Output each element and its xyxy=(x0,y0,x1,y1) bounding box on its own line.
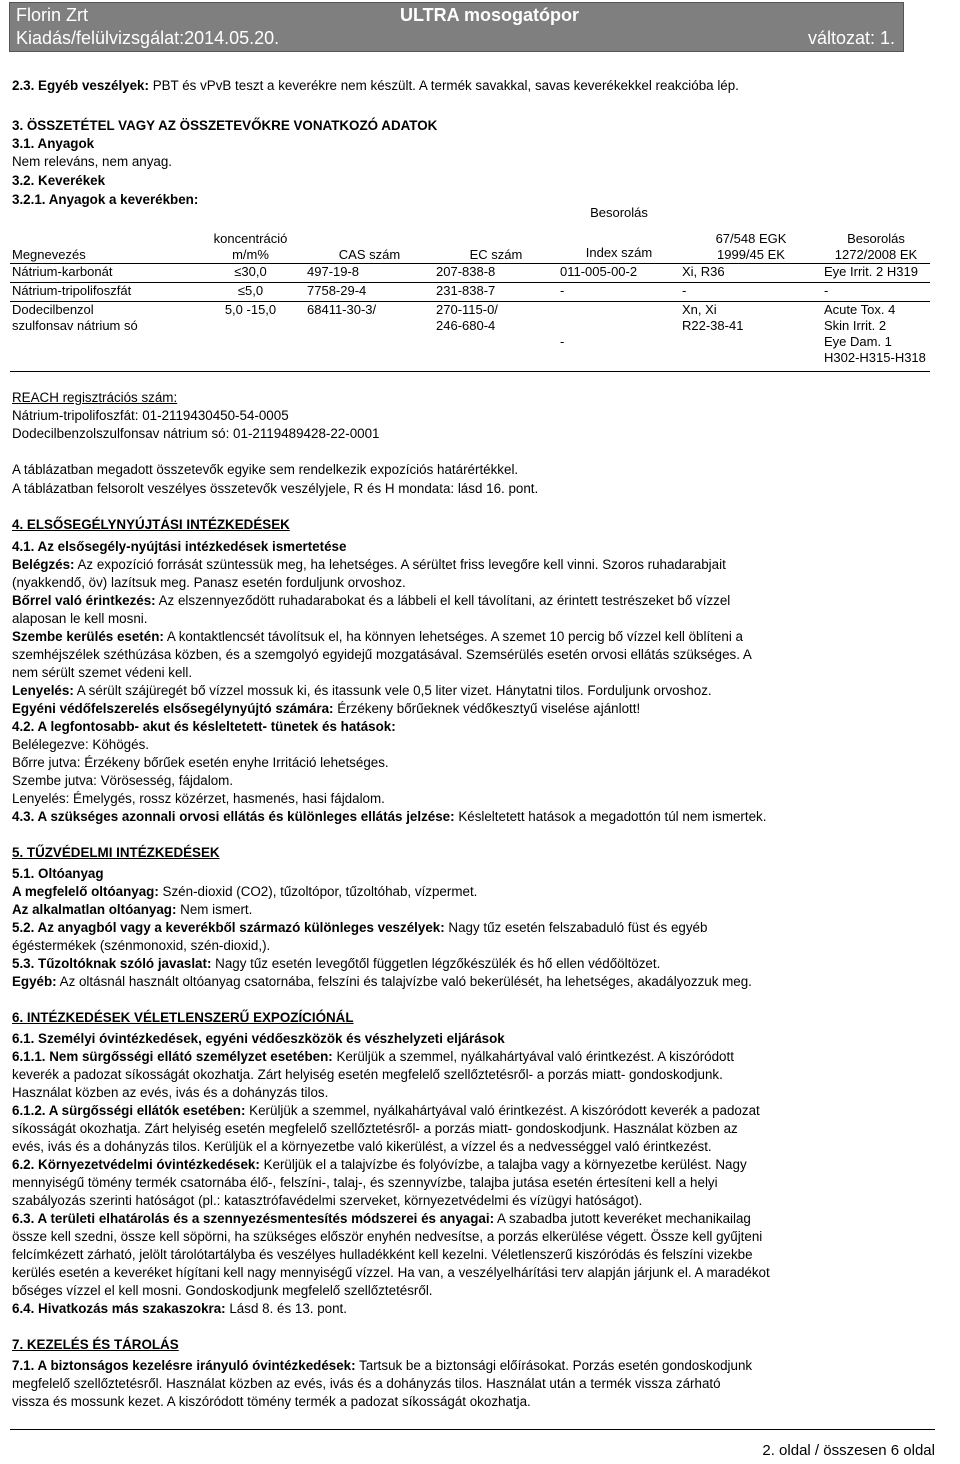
section-3-2-1: 3.2.1. Anyagok a keverékben: xyxy=(12,192,199,207)
cell-cas: 7758-29-4 xyxy=(305,282,434,301)
eye-line-1: Szembe kerülés esetén: A kontaktlencsét távolítsuk el, ha könnyen lehetséges. A szemet 10 percig bő vízzel kell öblíteni a xyxy=(12,629,743,644)
section-6-3-line-4: kerülés esetén a keveréket hígítani kell nagy mennyiségű vízzel. Ha van, a veszélyelhárítási terv alapján járjunk el. A maradékot xyxy=(12,1265,770,1280)
section-5-title: 5. TŰZVÉDELMI INTÉZKEDÉSEK xyxy=(12,845,220,860)
section-5-2-line-1: 5.2. Az anyagból vagy a keverékből származó különleges veszélyek: Nagy tűz esetén felszabaduló füst és egyéb xyxy=(12,920,708,935)
cell-name: Nátrium-tripolifoszfát xyxy=(10,282,196,301)
cell-ec: 207-838-8 xyxy=(434,263,558,282)
section-6-1-1-line-2: keverék a padozat síkosságát okozhatja. Zárt helyiség esetén megfelelő szellőztetésről- a porzás miatt- gondoskodjunk. xyxy=(12,1067,723,1082)
section-4-title: 4. ELSŐSEGÉLYNYÚJTÁSI INTÉZKEDÉSEK xyxy=(12,517,290,532)
section-6-1: 6.1. Személyi óvintézkedések, egyéni védőeszközök és vészhelyzeti eljárások xyxy=(12,1031,505,1046)
cell-cas: 68411-30-3/ xyxy=(305,301,434,371)
cell-index: - xyxy=(558,301,680,371)
section-6-2-line-1: 6.2. Környezetvédelmi óvintézkedések: Kerüljük el a talajvízbe és folyóvízbe, a talajba vagy a környezetbe kerülést. Nagy xyxy=(12,1157,747,1172)
cell-index: - xyxy=(558,282,680,301)
skin-line-1: Bőrrel való érintkezés: Az elszennyeződött ruhadarabokat és a lábbeli el kell távolítani, az érintett testrészeket bő vízzel xyxy=(12,593,731,608)
version: változat: 1. xyxy=(807,28,895,48)
ppe-line: Egyéni védőfelszerelés elsősegélynyújtó számára: Érzékeny bőrűeknek védőkesztyű viselése ajánlott! xyxy=(12,701,641,716)
section-6-2-line-2: mennyiségű tömény termék csatornába élő-, felszíni-, talaj-, és szennyvízbe, talajba jutása esetén értesíteni kell a helyi xyxy=(12,1175,718,1190)
section-7-1-line-3: vissza és mossunk kezet. A kiszóródott tömény termék a padozat síkosságát okozhatja. xyxy=(12,1394,531,1409)
section-7-1-line-1: 7.1. A biztonságos kezelésre irányuló óvintézkedések: Tartsuk be a biztonsági előírásokat. Porzás esetén gondoskodjunk xyxy=(12,1358,753,1373)
section-7-title: 7. KEZELÉS ÉS TÁROLÁS xyxy=(12,1337,179,1352)
cell-name: Nátrium-karbonát xyxy=(10,263,196,282)
section-3-2: 3.2. Keverékek xyxy=(12,173,106,188)
reach-line-1: Nátrium-tripolifoszfát: 01-2119430450-54-0005 xyxy=(12,408,289,423)
header-name: Megnevezés xyxy=(10,205,196,263)
section-6-title: 6. INTÉZKEDÉSEK VÉLETLENSZERŰ EXPOZÍCIÓNÁL xyxy=(12,1010,354,1025)
cell-name: Dodecilbenzol szulfonsav nátrium só xyxy=(10,301,196,371)
cell-index: 011-005-00-2 xyxy=(558,263,680,282)
cell-conc: 5,0 -15,0 xyxy=(196,301,305,371)
table-row xyxy=(10,263,930,282)
cell-cas: 497-19-8 xyxy=(305,263,434,282)
section-6-3-line-3: felcímkézett zárható, jelölt tárolótartályba és veszélyes hulladékként kell kezelni. Véletlenszerű kiszóródás és felszíni vizekbe xyxy=(12,1247,753,1262)
symptom-1: Belélegezve: Köhögés. xyxy=(12,737,149,752)
table-header-row xyxy=(10,205,930,263)
header-index-top: Besorolás xyxy=(590,205,648,220)
header-index-label: Index szám xyxy=(585,245,653,260)
cell-egk: Xn, Xi R22-38-41 xyxy=(680,301,822,371)
section-6-3-line-2: össze kell szedni, össze kell söpörni, ha szükséges először enyhén nedvesítse, a porzás elkerülése végett. Össze kell gyűjteni xyxy=(12,1229,763,1244)
symptom-3: Szembe jutva: Vörösesség, fájdalom. xyxy=(12,773,234,788)
section-6-1-2-line-3: evés, ivás és a dohányzás tilos. Kerüljük el a környezetbe való kikerülést, a vízzel és a nedvességgel való érintkezést. xyxy=(12,1139,712,1154)
cell-egk: Xi, R36 xyxy=(680,263,822,282)
section-5-3: 5.3. Tűzoltóknak szóló javaslat: Nagy tűz esetén levegőtől független légzőkészülék és hő ellen védőöltözet. xyxy=(12,956,661,971)
cell-conc: ≤5,0 xyxy=(196,282,305,301)
header-egk: 67/548 EGK 1999/45 EK xyxy=(680,205,822,263)
symptom-4: Lenyelés: Émelygés, rossz közérzet, hasmenés, hasi fájdalom. xyxy=(12,791,385,806)
section-6-1-1-line-3: Használat közben az evés, ivás és a dohányzás tilos. xyxy=(12,1085,329,1100)
table-row xyxy=(10,282,930,301)
cell-egk: - xyxy=(680,282,822,301)
cell-clp: Eye Irrit. 2 H319 xyxy=(822,263,930,282)
section-4-1: 4.1. Az elsősegély-nyújtási intézkedések ismertetése xyxy=(12,539,347,554)
unsuitable-media: Az alkalmatlan oltóanyag: Nem ismert. xyxy=(12,902,253,917)
inhalation-line-2: (nyakkendő, öv) lazítsuk meg. Panasz esetén forduljunk orvoshoz. xyxy=(12,575,406,590)
section-6-3-line-1: 6.3. A területi elhatárolás és a szennyezésmentesítés módszerei és anyagai: A szabadba jutott keveréket mechanikailag xyxy=(12,1211,751,1226)
section-3-1: 3.1. Anyagok xyxy=(12,136,95,151)
header-cas: CAS szám xyxy=(305,205,434,263)
section-5-1: 5.1. Oltóanyag xyxy=(12,866,104,881)
page-number: 2. oldal / összesen 6 oldal xyxy=(762,1442,935,1459)
cell-ec: 231-838-7 xyxy=(434,282,558,301)
section-3-1-text: Nem releváns, nem anyag. xyxy=(12,154,173,169)
issue-date: Kiadás/felülvizsgálat:2014.05.20. xyxy=(16,28,280,48)
reach-title: REACH regisztrációs szám: xyxy=(12,390,178,405)
section-4-3: 4.3. A szükséges azonnali orvosi ellátás és különleges ellátás jelzése: Késleltetett hatások a megadottón túl nem ismertek. xyxy=(12,809,767,824)
header-index xyxy=(558,205,680,263)
section-6-1-1-line-1: 6.1.1. Nem sürgősségi ellátó személyzet esetében: Kerüljük a szemmel, nyálkahártyával való érintkezést. A kiszóródott xyxy=(12,1049,734,1064)
cell-ec: 270-115-0/ 246-680-4 xyxy=(434,301,558,371)
company-name: Florin Zrt xyxy=(16,5,88,25)
composition-table xyxy=(10,205,930,372)
eye-line-2: szemhéjszélek széthúzása közben, és a szemgolyó egyidejű mozgatásával. Szemsérülés esetén orvosi ellátás szükséges. A xyxy=(12,647,752,662)
table-note-2: A táblázatban felsorolt veszélyes összetevők veszélyjele, R és H mondata: lásd 16. pont. xyxy=(12,481,539,496)
section-5-2-line-2: égéstermékek (szénmonoxid, szén-dioxid,). xyxy=(12,938,271,953)
section-3-title: 3. ÖSSZETÉTEL VAGY AZ ÖSSZETEVŐKRE VONATKOZÓ ADATOK xyxy=(12,118,438,133)
eye-line-3: nem sérült szemet védeni kell. xyxy=(12,665,193,680)
cell-conc: ≤30,0 xyxy=(196,263,305,282)
reach-line-2: Dodecilbenzolszulfonsav nátrium só: 01-2119489428-22-0001 xyxy=(12,426,380,441)
product-name: ULTRA mosogatópor xyxy=(400,5,579,25)
page-footer xyxy=(10,1429,935,1459)
symptom-2: Bőrre jutva: Érzékeny bőrűek esetén enyhe Irritáció lehetséges. xyxy=(12,755,389,770)
section-6-3-line-5: bőséges vízzel el kell mosni. Gondoskodjunk megfelelő szellőztetésről. xyxy=(12,1283,433,1298)
section-5-other: Egyéb: Az oltásnál használt oltóanyag csatornába, felszíni és talajvízbe való bekerülését, ha lehetséges, akadályozzuk meg. xyxy=(12,974,752,989)
header-clp: Besorolás 1272/2008 EK xyxy=(822,205,930,263)
section-2-3: 2.3. Egyéb veszélyek: PBT és vPvB teszt a keverékre nem készült. A termék savakkal, savas keverékekkel reakcióba lép. xyxy=(12,78,739,93)
section-6-2-line-3: szabályozás szerinti hatóságot (pl.: katasztrófavédelmi szerveket, környezetvédelmi és vízügyi hatóságot). xyxy=(12,1193,643,1208)
section-6-1-2-line-1: 6.1.2. A sürgősségi ellátók esetében: Kerüljük a szemmel, nyálkahártyával való érintkezést. A kiszóródott keverék a padozat xyxy=(12,1103,760,1118)
section-4-2: 4.2. A legfontosabb- akut és késleltetett- tünetek és hatások: xyxy=(12,719,396,734)
table-note-1: A táblázatban megadott összetevők egyike sem rendelkezik expozíciós határértékkel. xyxy=(12,462,519,477)
ingestion-line: Lenyelés: A sérült szájüregét bő vízzel mossuk ki, és itassunk vele 0,5 liter vizet. Hánytatni tilos. Forduljunk orvoshoz. xyxy=(12,683,712,698)
cell-clp: - xyxy=(822,282,930,301)
table-row xyxy=(10,301,930,371)
section-6-4: 6.4. Hivatkozás más szakaszokra: Lásd 8. és 13. pont. xyxy=(12,1301,347,1316)
header-conc: koncentráció m/m% xyxy=(196,205,305,263)
cell-clp: Acute Tox. 4 Skin Irrit. 2 Eye Dam. 1 H302-H315-H318 xyxy=(822,301,930,371)
section-6-1-2-line-2: síkosságát okozhatja. Zárt helyiség esetén megfelelő szellőztetésről- a porzás miatt- gondoskodjunk. Használat közben az xyxy=(12,1121,738,1136)
document-header xyxy=(9,2,904,52)
section-7-1-line-2: megfelelő szellőztetésről. Használat közben az evés, ivás és a dohányzás tilos. Használat után a termék vissza zárható xyxy=(12,1376,721,1391)
suitable-media: A megfelelő oltóanyag: Szén-dioxid (CO2), tűzoltópor, tűzoltóhab, vízpermet. xyxy=(12,884,478,899)
skin-line-2: alaposan le kell mosni. xyxy=(12,611,148,626)
header-ec: EC szám xyxy=(434,205,558,263)
inhalation-line-1: Belégzés: Az expozíció forrását szüntessük meg, ha lehetséges. A sérültet friss levegőre kell vinni. Szoros ruhadarabjait xyxy=(12,557,726,572)
